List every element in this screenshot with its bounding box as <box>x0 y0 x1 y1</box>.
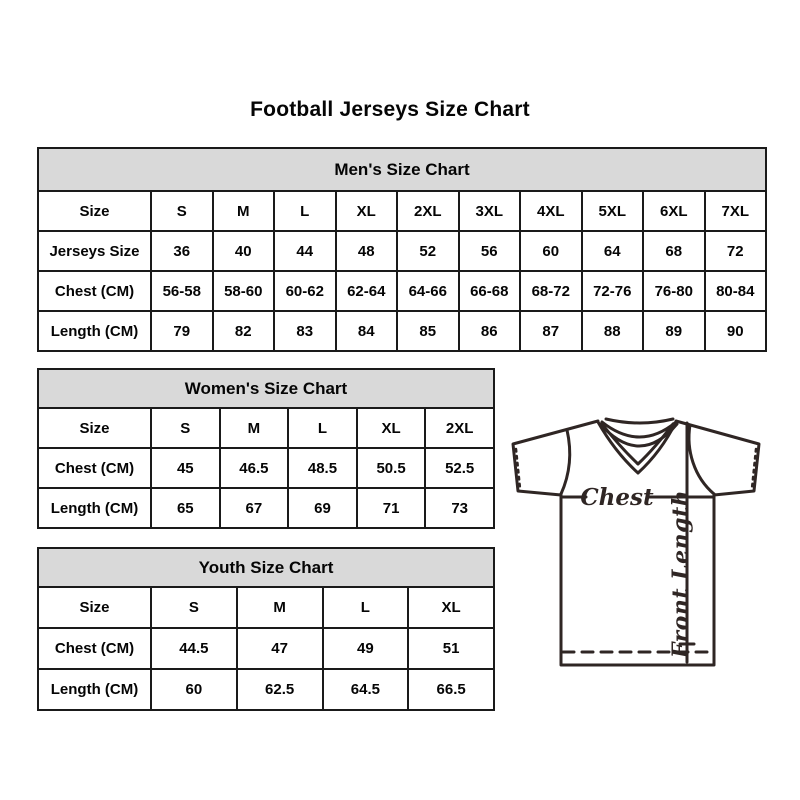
table-cell: 82 <box>213 311 275 351</box>
table-cell: 50.5 <box>357 448 426 488</box>
table-cell: 60 <box>520 231 582 271</box>
row-label: Chest (CM) <box>38 448 151 488</box>
table-cell: 62-64 <box>336 271 398 311</box>
row-label: Size <box>38 408 151 448</box>
table-row <box>38 628 494 669</box>
table-cell: 52.5 <box>425 448 494 488</box>
row-label: Chest (CM) <box>38 628 151 669</box>
table-cell: 86 <box>459 311 521 351</box>
row-label: Length (CM) <box>38 488 151 528</box>
jersey-collar <box>602 424 673 464</box>
column-header: 2XL <box>397 191 459 231</box>
womens-size-table <box>37 368 495 529</box>
column-header: L <box>274 191 336 231</box>
row-label: Size <box>38 587 151 628</box>
column-header: L <box>288 408 357 448</box>
youth-table-title: Youth Size Chart <box>38 548 494 587</box>
jersey-right-armhole <box>689 425 714 494</box>
table-cell: 64 <box>582 231 644 271</box>
column-header: 3XL <box>459 191 521 231</box>
column-header: L <box>323 587 409 628</box>
column-header: XL <box>357 408 426 448</box>
table-row <box>38 408 494 448</box>
column-header: M <box>213 191 275 231</box>
table-cell: 48.5 <box>288 448 357 488</box>
column-header: 7XL <box>705 191 767 231</box>
column-header: M <box>220 408 289 448</box>
table-cell: 46.5 <box>220 448 289 488</box>
table-cell: 60-62 <box>274 271 336 311</box>
table-cell: 36 <box>151 231 213 271</box>
table-cell: 83 <box>274 311 336 351</box>
table-cell: 47 <box>237 628 323 669</box>
table-title-row <box>38 548 494 587</box>
table-cell: 64.5 <box>323 669 409 710</box>
table-cell: 56-58 <box>151 271 213 311</box>
table-cell: 45 <box>151 448 220 488</box>
table-cell: 66-68 <box>459 271 521 311</box>
table-row <box>38 669 494 710</box>
jersey-cuff-dotted-line <box>516 449 520 488</box>
table-cell: 69 <box>288 488 357 528</box>
table-cell: 68 <box>643 231 705 271</box>
front-length-label: Front Length <box>668 489 694 659</box>
table-title-row <box>38 369 494 408</box>
jersey-cuff-dotted-line <box>752 449 756 488</box>
table-cell: 51 <box>408 628 494 669</box>
column-header: XL <box>336 191 398 231</box>
mens-size-table <box>37 147 767 352</box>
column-header: 6XL <box>643 191 705 231</box>
table-cell: 66.5 <box>408 669 494 710</box>
table-cell: 48 <box>336 231 398 271</box>
column-header: 5XL <box>582 191 644 231</box>
table-row <box>38 448 494 488</box>
table-row <box>38 587 494 628</box>
table-cell: 40 <box>213 231 275 271</box>
table-row <box>38 231 766 271</box>
mens-table-title: Men's Size Chart <box>38 148 766 191</box>
table-cell: 52 <box>397 231 459 271</box>
table-cell: 90 <box>705 311 767 351</box>
table-cell: 67 <box>220 488 289 528</box>
row-label: Size <box>38 191 151 231</box>
table-cell: 49 <box>323 628 409 669</box>
table-title-row <box>38 148 766 191</box>
row-label: Chest (CM) <box>38 271 151 311</box>
jersey-left-sleeve <box>513 421 598 495</box>
column-header: S <box>151 191 213 231</box>
jersey-collar <box>606 419 673 423</box>
column-header: 4XL <box>520 191 582 231</box>
womens-table-title: Women's Size Chart <box>38 369 494 408</box>
jersey-collar <box>600 424 677 446</box>
table-cell: 44 <box>274 231 336 271</box>
row-label: Length (CM) <box>38 311 151 351</box>
table-cell: 56 <box>459 231 521 271</box>
table-cell: 87 <box>520 311 582 351</box>
table-cell: 72-76 <box>582 271 644 311</box>
column-header: M <box>237 587 323 628</box>
jersey-collar <box>602 422 676 437</box>
chest-label: Chest <box>580 484 654 511</box>
column-header: 2XL <box>425 408 494 448</box>
table-cell: 64-66 <box>397 271 459 311</box>
table-cell: 68-72 <box>520 271 582 311</box>
table-row <box>38 271 766 311</box>
row-label: Jerseys Size <box>38 231 151 271</box>
column-header: XL <box>408 587 494 628</box>
jersey-body <box>561 494 714 665</box>
table-cell: 65 <box>151 488 220 528</box>
jersey-left-armhole <box>561 430 570 494</box>
table-row <box>38 488 494 528</box>
table-cell: 58-60 <box>213 271 275 311</box>
table-cell: 73 <box>425 488 494 528</box>
table-cell: 84 <box>336 311 398 351</box>
table-cell: 88 <box>582 311 644 351</box>
table-row <box>38 311 766 351</box>
table-cell: 79 <box>151 311 213 351</box>
table-cell: 44.5 <box>151 628 237 669</box>
table-cell: 76-80 <box>643 271 705 311</box>
jersey-collar <box>598 422 676 473</box>
column-header: S <box>151 587 237 628</box>
table-cell: 80-84 <box>705 271 767 311</box>
column-header: S <box>151 408 220 448</box>
jersey-right-sleeve <box>676 421 759 495</box>
table-cell: 89 <box>643 311 705 351</box>
table-cell: 85 <box>397 311 459 351</box>
table-row <box>38 191 766 231</box>
page-title: Football Jerseys Size Chart <box>250 98 530 121</box>
table-cell: 71 <box>357 488 426 528</box>
youth-size-table <box>37 547 495 711</box>
table-cell: 62.5 <box>237 669 323 710</box>
table-cell: 60 <box>151 669 237 710</box>
row-label: Length (CM) <box>38 669 151 710</box>
table-cell: 72 <box>705 231 767 271</box>
